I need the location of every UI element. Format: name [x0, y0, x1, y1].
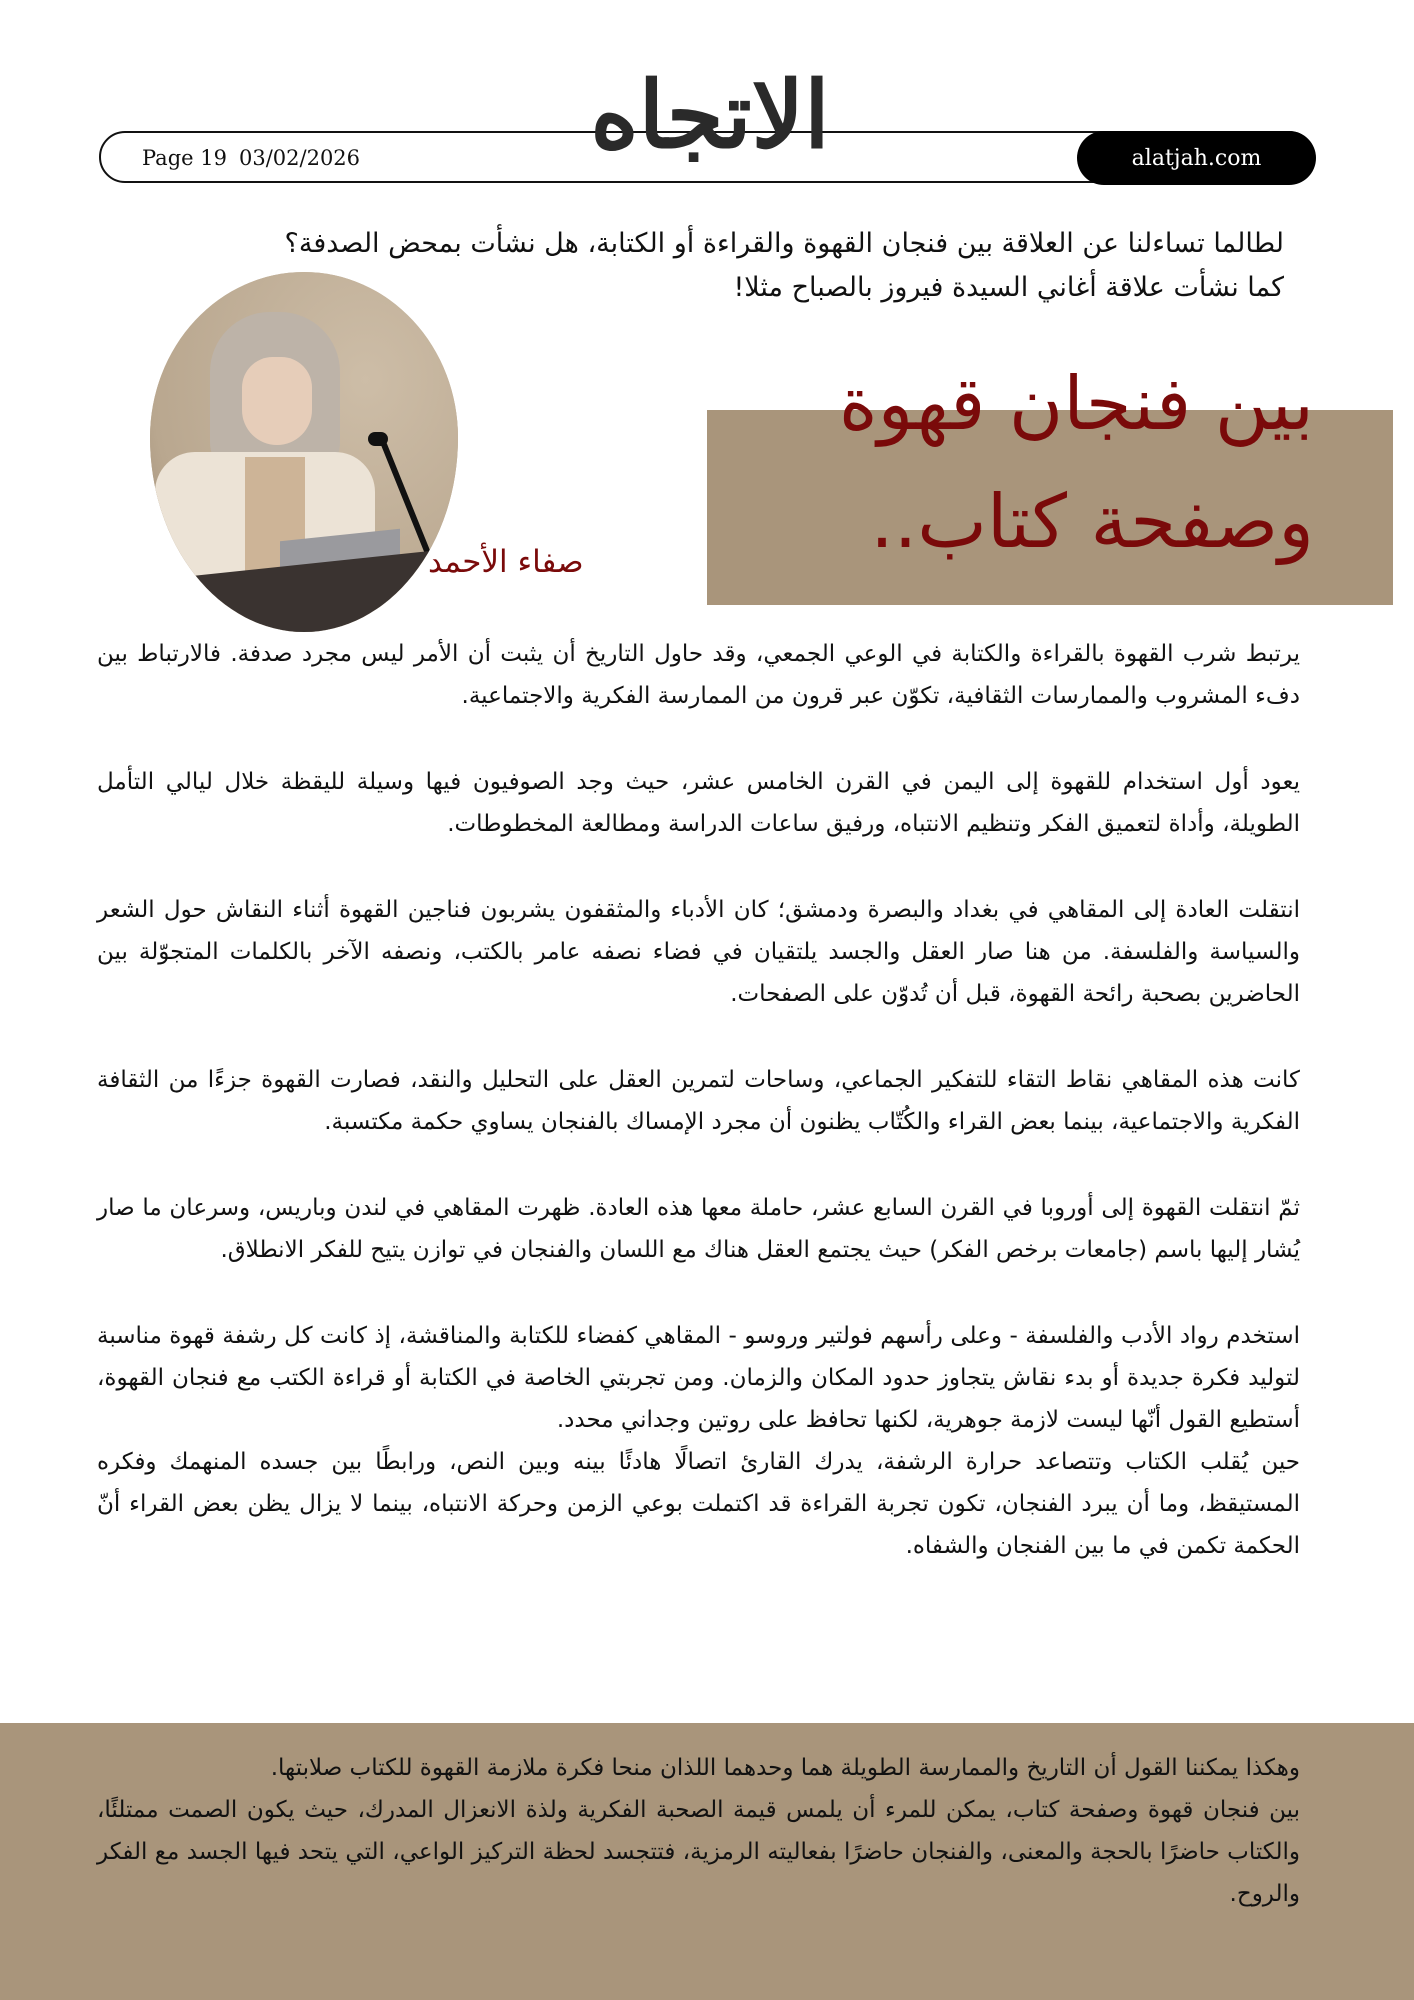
issue-date: 03/02/2026	[238, 146, 361, 170]
author-name: صفاء الأحمد	[428, 544, 584, 580]
page-info	[142, 141, 360, 175]
body-paragraph: ثمّ انتقلت القهوة إلى أوروبا في القرن السابع عشر، حاملة معها هذه العادة. ظهرت المقاهي في لندن وباريس، وسرعان ما صار يُشار إليها باسم (جامعات برخص الفكر) حيث يجتمع العقل هناك مع اللسان والفنجان في توازن يتيح للفكر الانطلاق.	[97, 1195, 1300, 1263]
microphone-head	[368, 432, 388, 446]
website-link[interactable]: alatjah.com	[1077, 131, 1316, 185]
body-paragraph: استخدم رواد الأدب والفلسفة - وعلى رأسهم فولتير وروسو - المقاهي كفضاء للكتابة والمناقشة، إذ كانت كل رشفة قهوة مناسبة لتوليد فكرة جديدة أو بدء نقاش يتجاوز حدود المكان والزمان. ومن تجربتي الخاصة في الكتابة أو قراءة الكتب مع فنجان القهوة، أستطيع القول أنّها ليست لازمة جوهرية، لكنها تحافظ على روتين وجداني محدد.	[97, 1323, 1300, 1433]
intro-line: لطالما تساءلنا عن العلاقة بين فنجان القهوة والقراءة أو الكتابة، هل نشأت بمحض الصدفة؟	[284, 228, 1284, 259]
photo-face	[242, 357, 312, 445]
body-paragraph: انتقلت العادة إلى المقاهي في بغداد والبصرة ودمشق؛ كان الأدباء والمثقفون يشربون فناجين القهوة أثناء النقاش حول الشعر والسياسة والفلسفة. من هنا صار العقل والجسد يلتقيان في فضاء نصفه عامر بالكتب، ونصفه الآخر بالكلمات المتجوّلة بين الحاضرين بصحبة رائحة القهوة، قبل أن تُدوّن على الصفحات.	[97, 897, 1300, 1007]
logo-text: الاتجاه	[590, 61, 830, 169]
body-paragraph: يعود أول استخدام للقهوة إلى اليمن في القرن الخامس عشر، حيث وجد الصوفيون فيها وسيلة لليقظة خلال ليالي التأمل الطويلة، وأداة لتعميق الفكر وتنظيم الانتباه، ورفيق ساعات الدراسة ومطالعة المخطوطات.	[97, 769, 1300, 837]
body-paragraph: كانت هذه المقاهي نقاط التقاء للتفكير الجماعي، وساحات لتمرين العقل على التحليل والنقد، فصارت القهوة جزءًا من الثقافة الفكرية والاجتماعية، بينما بعض القراء والكُتّاب يظنون أن مجرد الإمساك بالفنجان يساوي حكمة مكتسبة.	[97, 1067, 1300, 1135]
article-body	[97, 633, 1300, 1567]
conclusion-line: وهكذا يمكننا القول أن التاريخ والممارسة الطويلة هما وحدهما اللذان منحا فكرة ملازمة القهوة للكتاب صلابتها.	[270, 1755, 1300, 1781]
title-line-1: بين فنجان قهوة	[838, 361, 1314, 447]
body-paragraph: يرتبط شرب القهوة بالقراءة والكتابة في الوعي الجمعي، وقد حاول التاريخ أن يثبت أن الأمر ليس مجرد صدفة. فالارتباط بين دفء المشروب والممارسات الثقافية، تكوّن عبر قرون من الممارسة الفكرية والاجتماعية.	[97, 641, 1300, 709]
intro-line: كما نشأت علاقة أغاني السيدة فيروز بالصباح مثلا!	[733, 272, 1284, 303]
article-conclusion	[97, 1747, 1300, 1915]
title-line-2: وصفحة كتاب..	[870, 479, 1314, 565]
conclusion-line: بين فنجان قهوة وصفحة كتاب، يمكن للمرء أن يلمس قيمة الصحبة الفكرية ولذة الانعزال المدرك، حيث يكون الصمت ممتلئًا، والكتاب حاضرًا بالحجة والمعنى، والفنجان حاضرًا بفعاليته الرمزية، فتتجسد لحظة التركيز الواعي، التي يتحد فيها الجسد مع الفكر والروح.	[97, 1797, 1300, 1907]
page-number: Page 19	[142, 146, 227, 170]
article-title	[694, 345, 1314, 581]
author-photo	[150, 272, 458, 632]
newspaper-logo	[560, 45, 860, 185]
body-paragraph: حين يُقلب الكتاب وتتصاعد حرارة الرشفة، يدرك القارئ اتصالًا هادئًا بينه وبين النص، ورابطًا بين جسده المنهمك وفكره المستيقظ، وما أن يبرد الفنجان، تكون تجربة القراءة قد اكتملت بوعي الزمن وحركة الانتباه، بينما لا يزال يظن بعض القراء أنّ الحكمة تكمن في ما بين الفنجان والشفاه.	[97, 1449, 1300, 1559]
